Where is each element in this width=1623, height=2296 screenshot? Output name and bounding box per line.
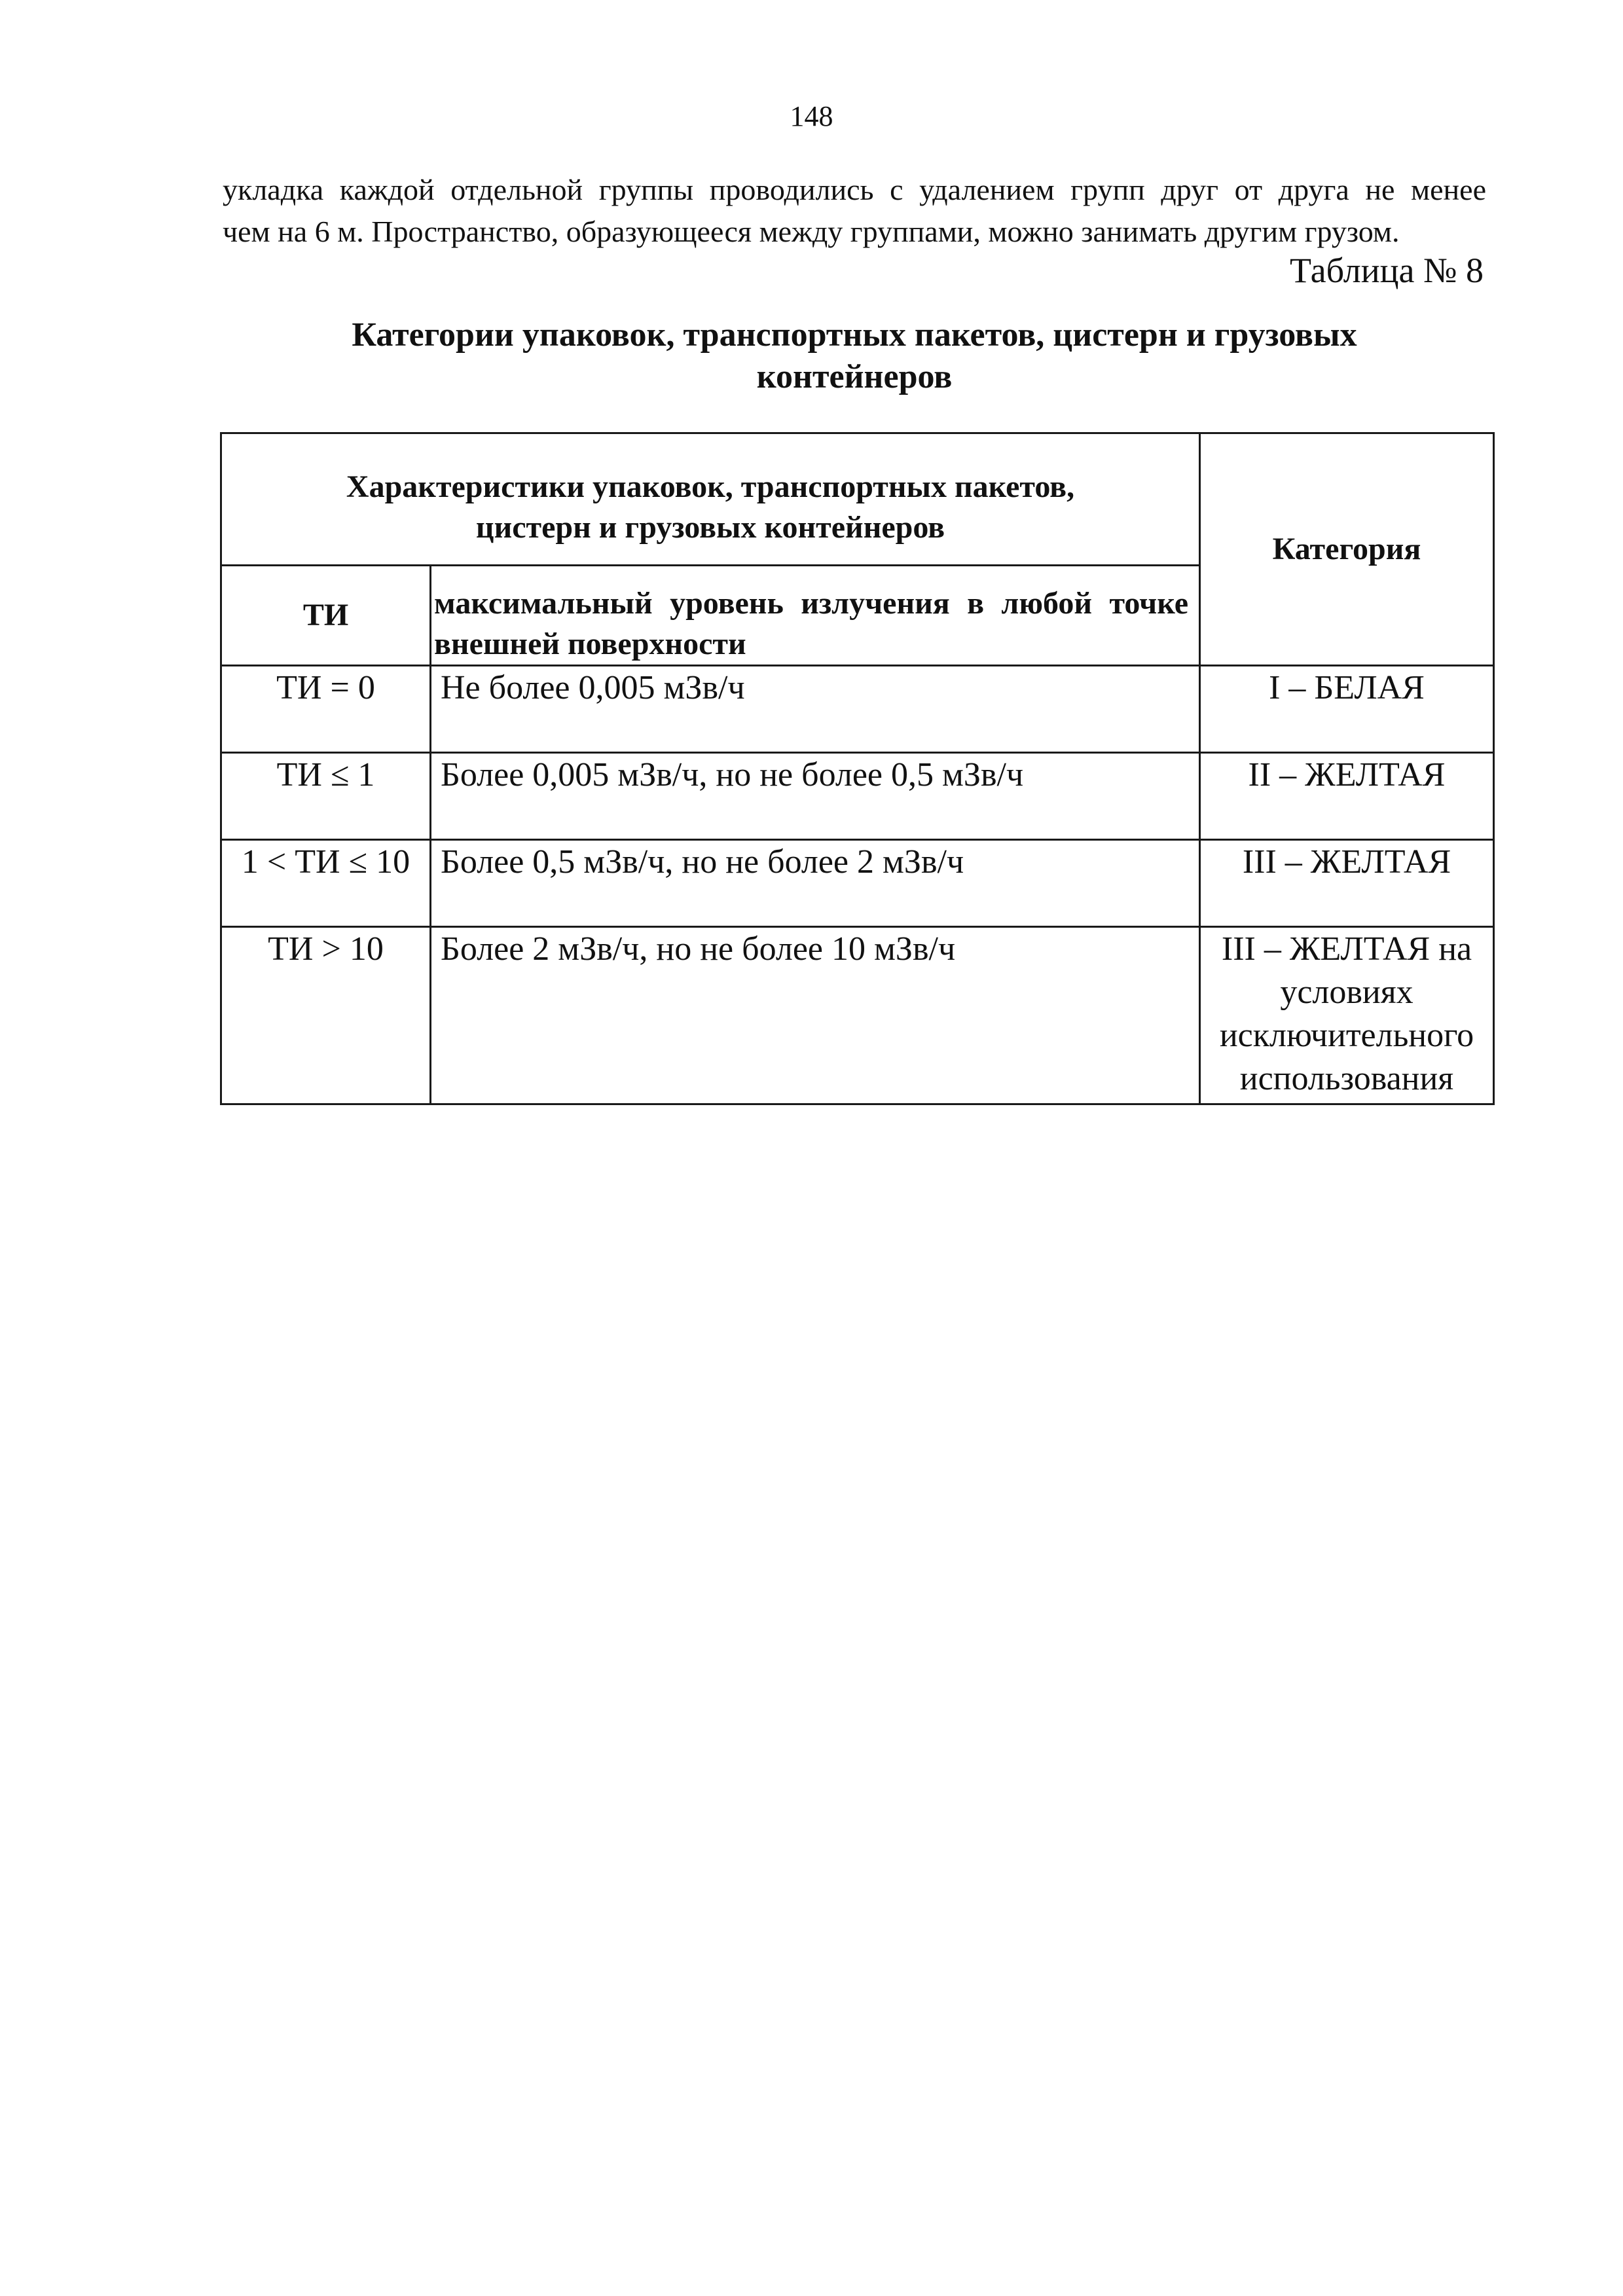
table-row: [221, 927, 1494, 1104]
intro-paragraph: [223, 169, 1486, 253]
cell-category: I – БЕЛАЯ: [1200, 666, 1494, 753]
categories-table: [220, 432, 1495, 1105]
table-row: [221, 840, 1494, 927]
header-characteristics: [221, 433, 1200, 566]
table-row: [221, 753, 1494, 840]
cell-level: Более 2 мЗв/ч, но не более 10 мЗв/ч: [431, 927, 1200, 1104]
header-category: Категория: [1200, 433, 1494, 666]
header-characteristics-line-2: цистерн и грузовых контейнеров: [475, 509, 945, 545]
intro-line-1: укладка каждой отдельной группы проводились с удалением групп друг от друга не менее: [223, 173, 1486, 206]
cell-ti: 1 < ТИ ≤ 10: [221, 840, 431, 927]
table-title-line-2: контейнеров: [756, 358, 953, 395]
cell-ti: ТИ > 10: [221, 927, 431, 1104]
header-characteristics-line-1: Характеристики упаковок, транспортных пакетов,: [346, 469, 1075, 504]
cell-category: II – ЖЕЛТАЯ: [1200, 753, 1494, 840]
table-number: Таблица № 8: [1290, 251, 1484, 290]
cell-ti: ТИ = 0: [221, 666, 431, 753]
intro-line-2: чем на 6 м. Пространство, образующееся между группами, можно занимать другим грузом.: [223, 215, 1400, 248]
header-max-level: максимальный уровень излучения в любой точке внешней поверхности: [431, 566, 1200, 666]
cell-category: III – ЖЕЛТАЯ на условиях исключительного использования: [1200, 927, 1494, 1104]
table-title-line-1: Категории упаковок, транспортных пакетов, цистерн и грузовых: [352, 316, 1357, 354]
cell-ti: ТИ ≤ 1: [221, 753, 431, 840]
table-row: [221, 666, 1494, 753]
cell-level: Более 0,5 мЗв/ч, но не более 2 мЗв/ч: [431, 840, 1200, 927]
header-row: [221, 433, 1494, 566]
cell-category: III – ЖЕЛТАЯ: [1200, 840, 1494, 927]
table-title: [223, 314, 1486, 398]
page-number: 148: [790, 100, 833, 132]
cell-level: Не более 0,005 мЗв/ч: [431, 666, 1200, 753]
cell-level: Более 0,005 мЗв/ч, но не более 0,5 мЗв/ч: [431, 753, 1200, 840]
header-ti: ТИ: [221, 566, 431, 666]
